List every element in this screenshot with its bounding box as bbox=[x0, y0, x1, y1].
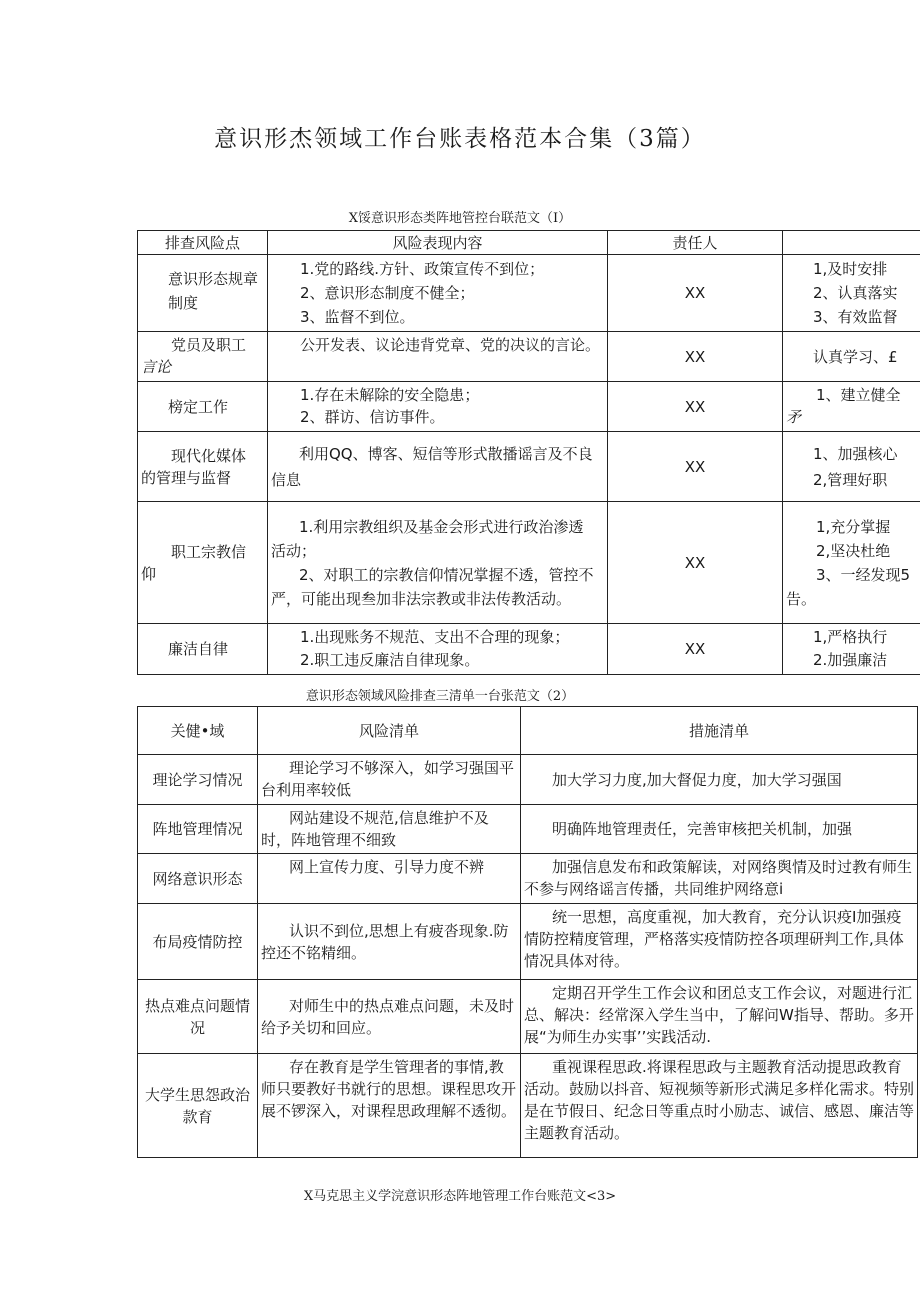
measure-line: 告。 bbox=[786, 589, 817, 608]
risk-line: 1.利用宗教组织及基金会形式进行政治渗透 bbox=[299, 517, 584, 536]
measure-line: 2.加强廉洁 bbox=[813, 651, 888, 669]
table-row bbox=[138, 1054, 918, 1158]
measure-item: 定期召开学生工作会议和团总支工作会议，对题进行汇总、解决：经常深入学生当中，了解问W指导、帮助。多开展“为师生办实事’’实践活动. bbox=[521, 980, 918, 1054]
key-area: 网络意识形态 bbox=[138, 854, 258, 904]
responsible-person: XX bbox=[608, 255, 783, 332]
measure-item: 加强信息发布和政策解读，对网络舆情及时过教有师生不参与网络谣言传播，共同维护网络意i bbox=[521, 854, 918, 904]
risk-control-table bbox=[137, 230, 920, 675]
table-row bbox=[138, 332, 920, 382]
table-row bbox=[138, 624, 920, 675]
measure-line: 3、有效监督 bbox=[813, 308, 898, 326]
responsible-person: XX bbox=[608, 382, 783, 432]
risk-item: 对师生中的热点难点问题，未及时给予关切和回应。 bbox=[258, 980, 521, 1054]
table-row bbox=[138, 854, 918, 904]
risk-point-cont: 的管理与监督 bbox=[141, 468, 232, 487]
risk-line: 2.职工违反廉洁自律现象。 bbox=[300, 651, 480, 669]
measure-line: 2、认真落实 bbox=[813, 284, 898, 302]
risk-line: 公开发表、议论违背党章、党的决议的言论。 bbox=[300, 336, 601, 354]
risk-point: 现代化媒体 bbox=[171, 446, 247, 465]
key-area: 布局疫情防控 bbox=[138, 904, 258, 980]
table-row bbox=[138, 255, 920, 332]
key-area: 理论学习情况 bbox=[138, 755, 258, 805]
header-risk-content: 风险表现内容 bbox=[268, 231, 608, 255]
measure-line: 1,充分掌握 bbox=[816, 517, 891, 536]
table-row bbox=[138, 502, 920, 624]
risk-item: 存在教育是学生管理者的事情,教师只要教好书就行的思想。课程思攻开展不锣深入，对课程思政理解不透彻。 bbox=[258, 1054, 521, 1158]
risk-line: 2、意识形态制度不健全； bbox=[300, 284, 475, 302]
header-key-area: 关健•域 bbox=[138, 707, 258, 755]
measure-item: 重视课程思政.将课程思政与主题教育活动提思政教育活动。鼓励以抖音、短视频等新形式满足多样化需求。特别是在节假日、纪念日等重点时小励志、诚信、感恩、廉洁等主题教育活动。 bbox=[521, 1054, 918, 1158]
table1-caption: X馁意识形态类阵地管控台联范文（I） bbox=[348, 211, 572, 226]
table2-caption: 意识形态领域风险排查三清单一台张范文（2） bbox=[305, 689, 575, 704]
header-measures bbox=[783, 231, 920, 255]
three-lists-table bbox=[137, 706, 918, 1158]
risk-line: 2、对职工的宗教信仰情况掌握不透，管控不 bbox=[299, 565, 594, 584]
measure-line: 认真学习、£ bbox=[813, 347, 898, 366]
header-risk-list: 风险清单 bbox=[258, 707, 521, 755]
measure-line: 2,坚决杜绝 bbox=[816, 541, 891, 560]
risk-line: 1.出现账务不规范、支出不合理的现象； bbox=[300, 628, 570, 646]
measure-line: 3、一经发现5 bbox=[816, 565, 911, 584]
measure-line: 1、建立健全 bbox=[816, 386, 901, 404]
responsible-person: XX bbox=[608, 432, 783, 502]
risk-line: 1.存在未解除的安全隐患； bbox=[300, 386, 480, 404]
risk-line: 严，可能出现叁加非法宗教或非法传教活动。 bbox=[271, 589, 572, 608]
risk-point: 廉洁自律 bbox=[168, 640, 229, 658]
table-row bbox=[138, 805, 918, 854]
measure-line: 2,管理好职 bbox=[813, 470, 888, 489]
document-title: 意识形杰领域工作台账表格范本合集（3篇） bbox=[214, 126, 706, 152]
risk-item: 认识不到位,思想上有疲沓现象.防控还不铭精细。 bbox=[258, 904, 521, 980]
measure-line: 矛 bbox=[786, 408, 802, 426]
table3-caption: X马克思主义学浣意识形态阵地管理工作台账范文<3> bbox=[303, 1189, 617, 1204]
table-row bbox=[138, 904, 918, 980]
risk-line: 3、监督不到位。 bbox=[300, 308, 415, 326]
risk-item: 网上宣传力度、引导力度不辨 bbox=[258, 854, 521, 904]
table-header-row bbox=[138, 231, 920, 255]
measure-item: 统一思想，高度重视，加大教育，充分认识疫I加强疫情防控精度管理，严格落实疫情防控各项理研判工作,具体情况具体对待。 bbox=[521, 904, 918, 980]
risk-line: 2、群访、信访事件。 bbox=[300, 408, 445, 426]
risk-point: 职工宗教信 bbox=[171, 542, 247, 561]
table-header-row bbox=[138, 707, 918, 755]
risk-line: 信息 bbox=[271, 470, 302, 489]
table-row bbox=[138, 980, 918, 1054]
header-responsible: 责任人 bbox=[608, 231, 783, 255]
risk-point-cont: 言论 bbox=[141, 358, 172, 376]
risk-point: 党员及职工 bbox=[171, 336, 247, 354]
risk-item: 网站建设不规范,信息维护不及时，阵地管理不细致 bbox=[258, 805, 521, 854]
measure-line: 1、加强核心 bbox=[813, 444, 898, 463]
key-area: 热点难点问题情况 bbox=[138, 980, 258, 1054]
measure-item: 加大学习力度,加大督促力度，加大学习强国 bbox=[521, 755, 918, 805]
measure-line: 1,及时安排 bbox=[813, 260, 888, 278]
measure-line: 1,严格执行 bbox=[813, 628, 888, 646]
risk-item: 理论学习不够深入，如学习强国平台利用率较低 bbox=[258, 755, 521, 805]
responsible-person: XX bbox=[608, 332, 783, 382]
responsible-person: XX bbox=[608, 624, 783, 675]
table-row bbox=[138, 755, 918, 805]
header-measure-list: 措施清单 bbox=[521, 707, 918, 755]
table-row bbox=[138, 432, 920, 502]
key-area: 大学生思怨政治款育 bbox=[138, 1054, 258, 1158]
risk-point-cont: 仰 bbox=[141, 564, 157, 583]
responsible-person: XX bbox=[608, 502, 783, 624]
measure-item: 明确阵地管理责任，完善审核把关机制，加强 bbox=[521, 805, 918, 854]
risk-line: 1.党的路线.方针、政策宣传不到位； bbox=[300, 260, 545, 278]
risk-point: 意识形态规章制度 bbox=[168, 270, 259, 312]
table-row bbox=[138, 382, 920, 432]
risk-line: 活动； bbox=[271, 541, 317, 560]
key-area: 阵地管理情况 bbox=[138, 805, 258, 854]
risk-line: 利用QQ、博客、短信等形式散播谣言及不良 bbox=[299, 444, 593, 463]
header-risk-point: 排查风险点 bbox=[138, 231, 268, 255]
risk-point: 榜定工作 bbox=[168, 397, 229, 416]
